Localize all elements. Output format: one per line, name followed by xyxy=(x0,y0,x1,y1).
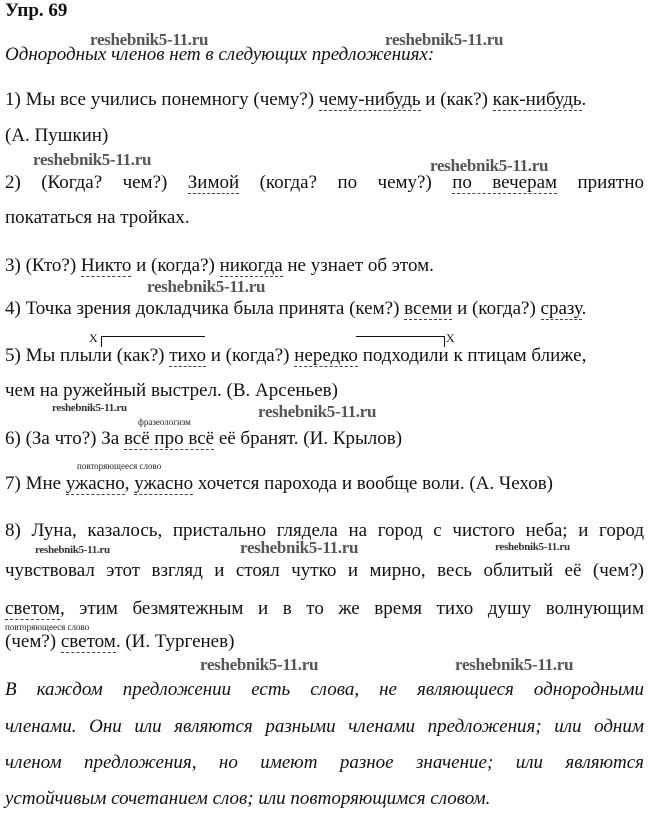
watermark: reshebnik5-11.ru xyxy=(35,544,110,556)
watermark: reshebnik5-11.ru xyxy=(33,150,152,169)
watermark: reshebnik5-11.ru xyxy=(147,277,266,296)
conclusion-line: членами. Они или являются разными членами предложения; или одним xyxy=(5,716,644,737)
watermark: reshebnik5-11.ru xyxy=(385,30,504,49)
watermark: reshebnik5-11.ru xyxy=(455,655,574,674)
conclusion-line: В каждом предложении есть слова, не являющиеся однородными xyxy=(5,679,644,700)
watermark: reshebnik5-11.ru xyxy=(430,156,549,175)
watermark: reshebnik5-11.ru xyxy=(90,30,209,49)
note-repeated-word: повторяющееся слово xyxy=(5,622,90,632)
note-phraseologism: фразеологизм xyxy=(138,417,191,427)
watermark: reshebnik5-11.ru xyxy=(240,538,359,557)
watermark: reshebnik5-11.ru xyxy=(495,541,570,553)
sentence-8-line4: (чем?) светом. (И. Тургенев) xyxy=(5,631,235,652)
sentence-1-author: (А. Пушкин) xyxy=(5,125,109,146)
sentence-2-cont: покататься на тройках. xyxy=(5,207,190,228)
sentence-1: 1) Мы все учились понемногу (чему?) чему-нибудь и (как?) как-нибудь. xyxy=(5,89,587,110)
exercise-title: Упр. 69 xyxy=(5,0,68,21)
sentence-8-line3: светом, этим безмятежным и в то же время тихо душу волнующим xyxy=(5,598,644,619)
watermark: reshebnik5-11.ru xyxy=(52,402,127,414)
conclusion-line: членом предложения, но имеют разное значение; или являются xyxy=(5,752,644,773)
watermark: reshebnik5-11.ru xyxy=(258,402,377,421)
sentence-2: 2) (Когда? чем?) Зимой (когда? по чему?) по вечерам приятно xyxy=(5,172,644,193)
sentence-5: 5) Мы плыли (как?) тихо и (когда?) нередко подходили к птицам ближе, xyxy=(5,345,587,366)
sentence-3: 3) (Кто?) Никто и (когда?) никогда не узнает об этом. xyxy=(5,255,434,276)
sentence-5-cont: чем на ружейный выстрел. (В. Арсеньев) xyxy=(5,380,338,401)
sentence-8-line2: чувствовал этот взгляд и стоял чутко и мирно, весь облитый её (чем?) xyxy=(5,560,644,581)
intro-text: Однородных членов нет в следующих предложениях: xyxy=(5,44,435,65)
note-repeated-word: повторяющееся слово xyxy=(77,461,162,471)
cross-mark: X xyxy=(446,331,455,345)
watermark: reshebnik5-11.ru xyxy=(200,655,319,674)
sentence-7: 7) Мне ужасно, ужасно хочется парохода и вообще воли. (А. Чехов) xyxy=(5,473,553,494)
sentence-8: 8) Луна, казалось, пристально глядела на город с чистого неба; и город xyxy=(5,520,644,541)
cross-mark: X xyxy=(89,331,98,345)
conclusion-line: устойчивым сочетанием слов; или повторяющимся словом. xyxy=(5,788,491,809)
sentence-6: 6) (За что?) За всё про всё её бранят. (И. Крылов) xyxy=(5,428,403,449)
sentence-4: 4) Точка зрения докладчика была принята (кем?) всеми и (когда?) сразу. xyxy=(5,298,587,319)
